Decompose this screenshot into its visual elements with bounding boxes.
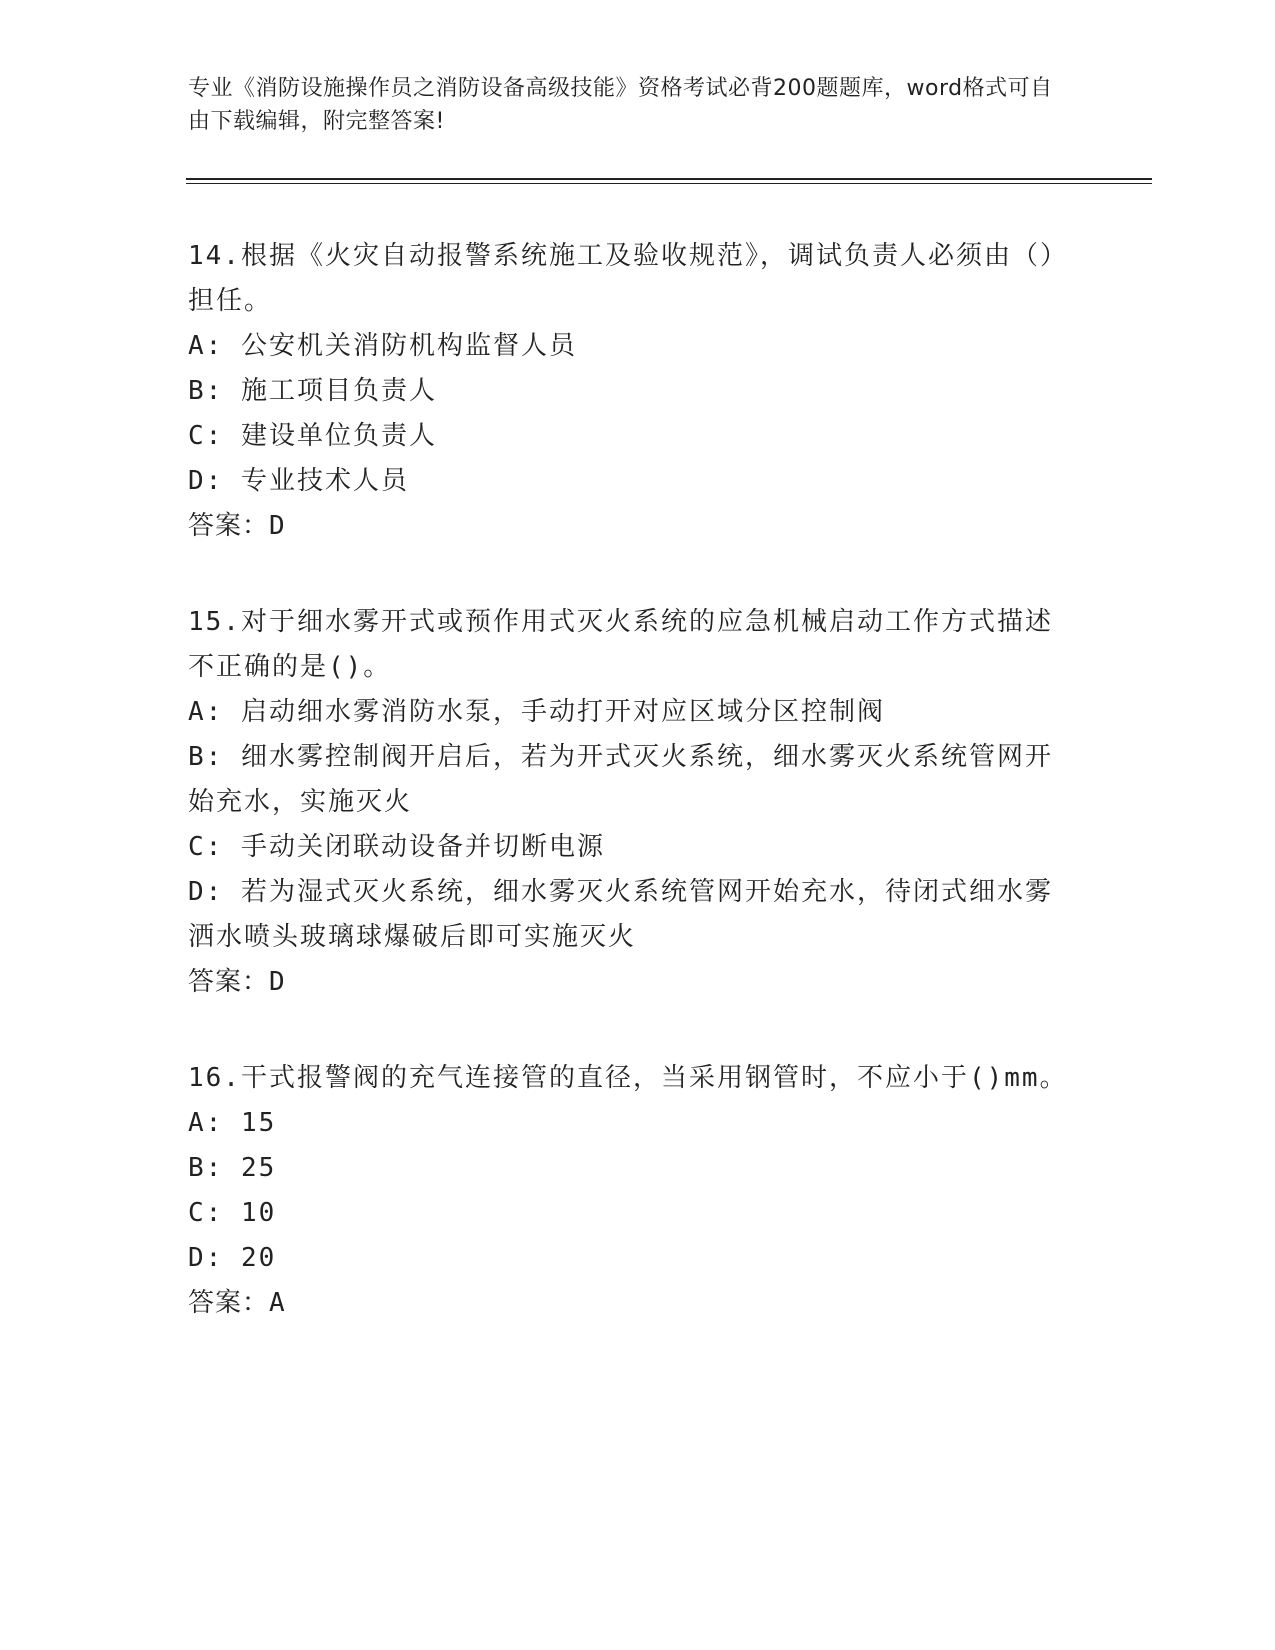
option-a: A: 公安机关消防机构监督人员: [188, 331, 577, 361]
option-c: C: 手动关闭联动设备并切断电源: [188, 832, 605, 862]
question-stem: 16.干式报警阀的充气连接管的直径，当采用钢管时，不应小于()mm。: [188, 1063, 1068, 1093]
option-b: B: 施工项目负责人: [188, 376, 437, 406]
option-c: C: 建设单位负责人: [188, 421, 437, 451]
answer-line: [188, 960, 1078, 1005]
option-d: D: 若为湿式灭火系统，细水雾灭火系统管网开始充水，待闭式细水雾洒水喷头玻璃球爆破后即可实施灭火: [188, 877, 1053, 952]
option-d: D: 20: [188, 1243, 277, 1273]
question-stem: 15.对于细水雾开式或预作用式灭火系统的应急机械启动工作方式描述不正确的是()。: [188, 607, 1053, 682]
answer-label: 答案：: [188, 967, 270, 997]
answer-value: D: [269, 511, 286, 541]
option-b: B: 细水雾控制阀开启后，若为开式灭火系统，细水雾灭火系统管网开始充水，实施灭火: [188, 742, 1053, 817]
header-divider-thin: [186, 183, 1152, 184]
option-a: A: 启动细水雾消防水泵，手动打开对应区域分区控制阀: [188, 697, 885, 727]
answer-label: 答案：: [188, 511, 270, 541]
question-15: [188, 600, 1078, 1005]
option-b: B: 25: [188, 1153, 277, 1183]
option-c: C: 10: [188, 1198, 277, 1228]
answer-value: A: [269, 1288, 286, 1318]
option-d: D: 专业技术人员: [188, 466, 409, 496]
header-divider: [186, 178, 1152, 180]
answer-line: [188, 1281, 1078, 1326]
answer-line: [188, 504, 1078, 549]
option-a: A: 15: [188, 1108, 277, 1138]
answer-value: D: [269, 967, 286, 997]
question-16: [188, 1056, 1078, 1326]
answer-label: 答案：: [188, 1288, 270, 1318]
document-header: 专业《消防设施操作员之消防设备高级技能》资格考试必背200题题库，word格式可自由下载编辑，附完整答案!: [188, 76, 1053, 134]
question-14: [188, 234, 1078, 549]
question-stem: 14.根据《火灾自动报警系统施工及验收规范》，调试负责人必须由（）担任。: [188, 241, 1068, 316]
